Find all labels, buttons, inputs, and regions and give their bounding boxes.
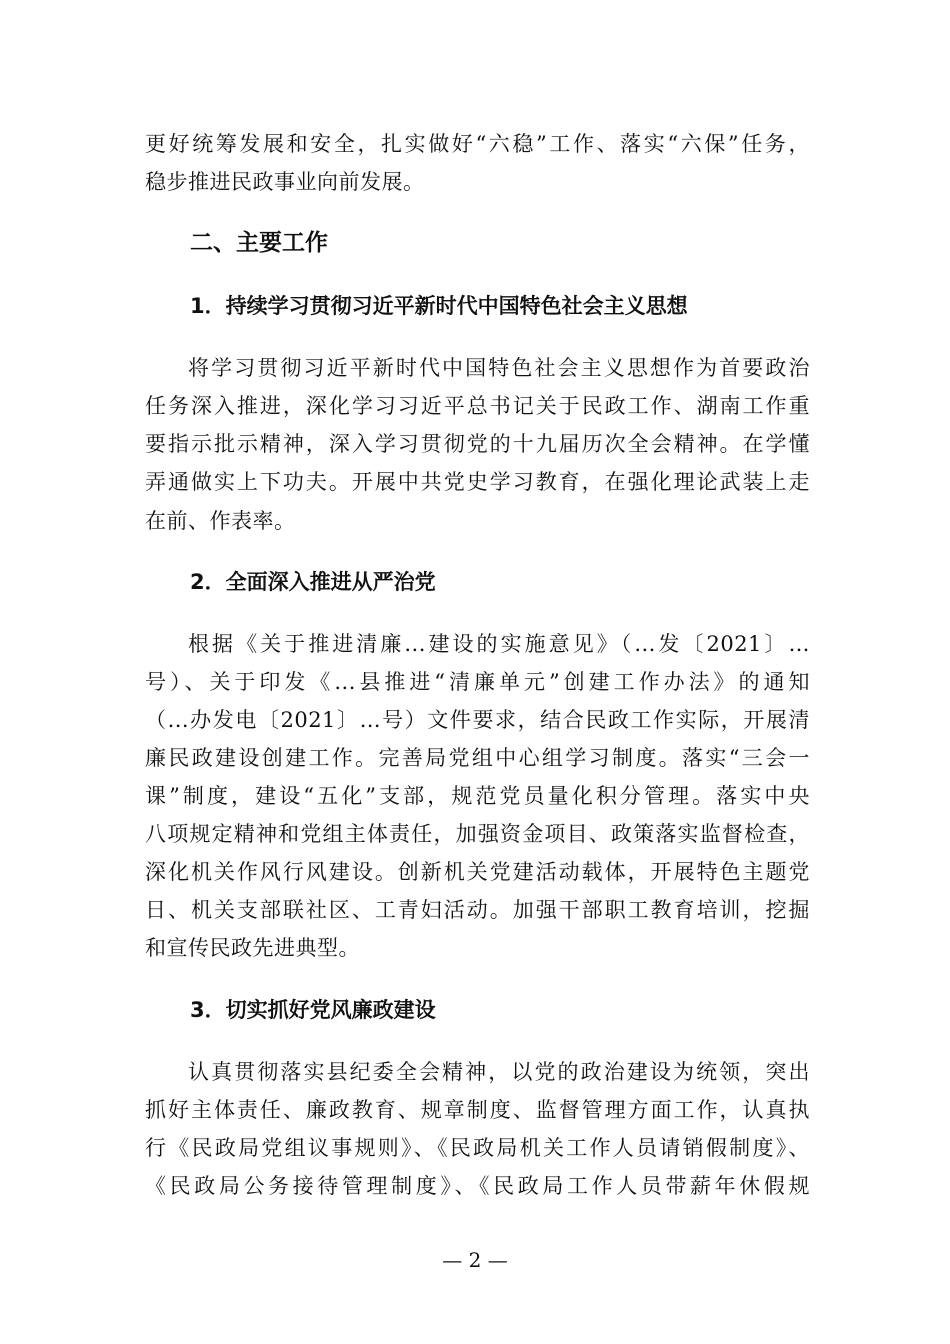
paragraph-line: 任务深入推进，深化学习习近平总书记关于民政工作、湖南工作重 bbox=[145, 394, 810, 418]
item-heading: 3．切实抓好党风廉政建设 bbox=[190, 998, 436, 1022]
paragraph-line: 日、机关支部联社区、工青妇活动。加强干部职工教育培训，挖掘 bbox=[145, 898, 810, 922]
section-title: 二、主要工作 bbox=[190, 230, 328, 256]
paragraph-line: 深化机关作风行风建设。创新机关党建活动载体，开展特色主题党 bbox=[145, 860, 810, 884]
intro-line: 稳步推进民政事业向前发展。 bbox=[145, 170, 425, 194]
paragraph-line: 行《民政局党组议事规则》、《民政局机关工作人员请销假制度》、 bbox=[145, 1136, 810, 1160]
paragraph-line: 号）、关于印发《...县推进“清廉单元”创建工作办法》的通知 bbox=[145, 670, 810, 694]
intro-line: 更好统筹发展和安全，扎实做好“六稳”工作、落实“六保”任务， bbox=[145, 132, 810, 156]
item-heading: 2．全面深入推进从严治党 bbox=[190, 570, 436, 594]
paragraph-line: （...办发电〔2021〕…号）文件要求，结合民政工作实际，开展清 bbox=[145, 708, 810, 732]
item-heading: 1．持续学习贯彻习近平新时代中国特色社会主义思想 bbox=[190, 294, 688, 318]
paragraph-line: 八项规定精神和党组主体责任，加强资金项目、政策落实监督检查， bbox=[145, 822, 810, 846]
page-number: — 2 — bbox=[442, 1248, 508, 1272]
paragraph-line: 认真贯彻落实县纪委全会精神，以党的政治建设为统领，突出 bbox=[188, 1060, 810, 1084]
paragraph-line: 要指示批示精神，深入学习贯彻党的十九届历次全会精神。在学懂 bbox=[145, 432, 810, 456]
paragraph-line: 根据《关于推进清廉...建设的实施意见》（...发〔2021〕… bbox=[188, 632, 810, 656]
paragraph-line: 《民政局公务接待管理制度》、《民政局工作人员带薪年休假规 bbox=[145, 1174, 810, 1198]
paragraph-line: 和宣传民政先进典型。 bbox=[145, 936, 360, 960]
paragraph-line: 将学习贯彻习近平新时代中国特色社会主义思想作为首要政治 bbox=[188, 356, 810, 380]
paragraph-line: 弄通做实上下功夫。开展中共党史学习教育，在强化理论武装上走 bbox=[145, 470, 810, 494]
paragraph-line: 课”制度，建设“五化”支部，规范党员量化积分管理。落实中央 bbox=[145, 784, 810, 808]
paragraph-line: 抓好主体责任、廉政教育、规章制度、监督管理方面工作，认真执 bbox=[145, 1098, 810, 1122]
paragraph-line: 廉民政建设创建工作。完善局党组中心组学习制度。落实“三会一 bbox=[145, 746, 810, 770]
paragraph-line: 在前、作表率。 bbox=[145, 509, 296, 533]
